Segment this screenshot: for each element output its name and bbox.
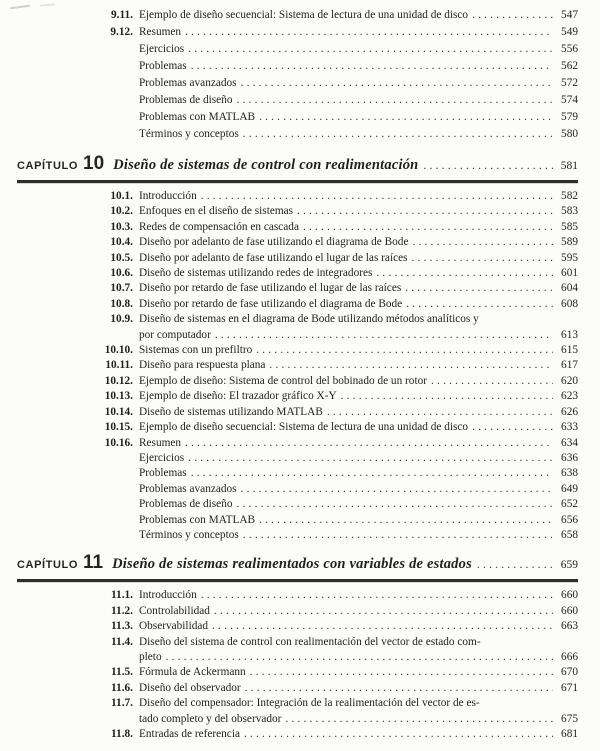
dot-leader [237, 92, 554, 109]
dot-leader [412, 235, 553, 250]
chapter-number: 11 [83, 552, 104, 574]
dot-leader [341, 389, 553, 404]
entry-title: Problemas [139, 467, 187, 480]
entry-number: 11.7. [111, 697, 133, 710]
dot-leader [166, 650, 553, 665]
toc-entry-row [97, 650, 578, 665]
chapter-heading-block [17, 154, 578, 183]
dot-leader [243, 528, 553, 543]
dot-leader [245, 681, 553, 696]
entry-page-number: 585 [561, 220, 578, 233]
entry-number: 10.4. [110, 236, 133, 249]
entry-title: Diseño por adelanto de fase utilizando el lugar de las raíces [139, 251, 408, 264]
entry-title: tado completo y del observador [139, 712, 282, 725]
entry-number: 10.1. [110, 190, 133, 202]
chapter-page-number: 659 [560, 559, 578, 572]
toc-entry-row [97, 24, 578, 41]
entry-title: Ejemplo de diseño: El trazador gráfico X-Y [139, 390, 337, 403]
entry-page-number: 572 [561, 77, 578, 89]
entry-title: Resumen [139, 26, 182, 38]
dot-leader [259, 513, 553, 528]
entry-title: Problemas con MATLAB [139, 513, 256, 526]
entry-list [97, 7, 578, 143]
entry-number: 10.10. [104, 344, 133, 357]
toc-entry-row [97, 343, 578, 358]
entry-title: Introducción [139, 589, 197, 602]
toc-entry-row [97, 75, 578, 92]
chapter-number: 10 [83, 153, 105, 174]
toc-entry-row [97, 712, 578, 727]
entry-number: 10.14. [104, 405, 133, 418]
entry-page-number: 666 [561, 650, 578, 663]
entry-list [97, 189, 578, 543]
entry-title: Fórmula de Ackermann [139, 666, 246, 679]
toc-entry-row [97, 727, 578, 742]
entry-number: 10.8. [110, 297, 133, 310]
dot-leader [244, 727, 553, 742]
dot-leader [256, 343, 553, 358]
entry-page-number: 638 [561, 467, 578, 480]
toc-entry-row [97, 41, 578, 58]
entry-page-number: 663 [561, 620, 578, 633]
entry-title: Problemas de diseño [139, 94, 233, 106]
entry-title: Términos y conceptos [139, 528, 239, 541]
dot-leader [431, 374, 553, 389]
entry-page-number: 549 [561, 26, 578, 38]
entry-title: Observabilidad [139, 620, 209, 633]
entry-number: 10.9. [110, 313, 133, 326]
entry-page-number: 649 [561, 482, 578, 495]
entry-number: 10.6. [110, 267, 133, 280]
dot-leader [406, 297, 553, 312]
entry-page-number: 562 [561, 60, 578, 72]
dot-leader [243, 126, 553, 143]
entry-title: Diseño del sistema de control con realimentación del vector de estado com- [139, 635, 481, 648]
dot-leader [185, 24, 553, 41]
entry-page-number: 608 [561, 297, 578, 310]
dot-leader [201, 189, 553, 204]
entry-number: 10.12. [104, 374, 133, 387]
entry-page-number: 613 [561, 328, 578, 341]
dot-leader [269, 358, 553, 373]
dot-leader [405, 281, 553, 296]
toc-entry-row [97, 528, 578, 543]
entry-title: Ejercicios [139, 451, 185, 464]
dot-leader [259, 109, 553, 126]
entry-title: Sistemas con un prefiltro [139, 344, 253, 357]
entry-number: 10.16. [104, 436, 133, 449]
toc-entry-row [97, 220, 578, 235]
toc-entry-row [97, 405, 578, 420]
entry-title: Diseño de sistemas utilizando redes de integradores [139, 267, 373, 280]
entry-title: Diseño del compensador: Integración de la realimentación del vector de es- [139, 697, 480, 710]
toc-entry-row [97, 696, 578, 711]
entry-title: Problemas de diseño [139, 498, 233, 511]
dot-leader [376, 266, 553, 281]
toc-entry-row [97, 297, 578, 312]
dot-leader [191, 466, 553, 481]
toc-entry-row [97, 312, 578, 327]
dot-leader [285, 712, 553, 727]
dot-leader [237, 497, 554, 512]
entry-page-number: 656 [561, 513, 578, 526]
entry-title: por computador [139, 328, 211, 341]
entry-list [97, 588, 578, 742]
entry-number: 10.13. [104, 390, 133, 403]
toc-entry-row [97, 189, 578, 204]
entry-title: Diseño por retardo de fase utilizando el diagrama de Bode [139, 297, 403, 310]
entry-title: Resumen [139, 436, 182, 449]
dot-leader [423, 156, 553, 176]
entry-page-number: 582 [561, 190, 578, 202]
entry-page-number: 660 [561, 589, 578, 602]
entry-page-number: 580 [561, 128, 578, 140]
chapter-label: CAPÍTULO [17, 160, 79, 172]
toc-entry-row [97, 92, 578, 109]
entry-page-number: 574 [561, 94, 578, 106]
dot-leader [250, 665, 553, 680]
entry-title: Diseño de sistemas utilizando MATLAB [139, 405, 323, 418]
dot-leader [477, 555, 553, 575]
entry-title: Problemas [139, 60, 187, 72]
toc-entry-row [97, 665, 578, 680]
entry-page-number: 583 [561, 205, 578, 218]
entry-page-number: 626 [561, 405, 578, 418]
chapter-heading-block [17, 553, 578, 582]
dot-leader [241, 75, 553, 92]
entry-page-number: 636 [561, 451, 578, 464]
entry-title: Enfoques en el diseño de sistemas [139, 205, 294, 218]
entry-number: 10.11. [105, 359, 133, 372]
dot-leader [201, 588, 553, 603]
entry-number: 10.5. [110, 251, 133, 264]
toc-entry-row [97, 389, 578, 404]
entry-title: Términos y conceptos [139, 128, 239, 140]
dot-leader [472, 7, 553, 24]
toc-entry-row [97, 266, 578, 281]
toc-entry-row [97, 513, 578, 528]
entry-title: Ejemplo de diseño secuencial: Sistema de lectura de una unidad de disco [139, 421, 469, 434]
entry-number: 10.15. [104, 421, 133, 434]
chapter-rule [17, 180, 578, 183]
entry-number: 11.8. [111, 728, 133, 740]
entry-number: 11.4. [111, 635, 133, 648]
entry-number: 10.7. [110, 282, 133, 295]
entry-page-number: 634 [561, 436, 578, 449]
entry-page-number: 620 [561, 374, 578, 387]
toc-entry-row [97, 619, 578, 634]
dot-leader [297, 204, 553, 219]
entry-title: pleto [139, 650, 162, 663]
toc-entry-row [97, 681, 578, 696]
chapter-page-number: 581 [560, 160, 578, 172]
toc-entry-row [97, 588, 578, 603]
toc-entry-row [97, 251, 578, 266]
toc-entry-row [97, 482, 578, 497]
entry-page-number: 660 [561, 604, 578, 617]
entry-number: 11.3. [111, 620, 133, 633]
chapter-label: CAPÍTULO [17, 559, 79, 572]
toc-entry-row [97, 466, 578, 481]
entry-title: Problemas avanzados [139, 482, 237, 495]
entry-page-number: 670 [561, 666, 578, 679]
entry-title: Entradas de referencia [139, 728, 240, 740]
entry-page-number: 556 [561, 43, 578, 55]
dot-leader [212, 619, 553, 634]
entry-page-number: 579 [561, 111, 578, 123]
dot-leader [188, 41, 553, 58]
dot-leader [327, 405, 553, 420]
toc-entry-row [97, 436, 578, 451]
dot-leader [191, 58, 553, 75]
entry-number: 9.11. [111, 9, 133, 21]
entry-title: Ejemplo de diseño secuencial: Sistema de lectura de una unidad de disco [139, 9, 469, 21]
entry-title: Controlabilidad [139, 604, 210, 617]
entry-page-number: 652 [561, 498, 578, 511]
toc-entry-row [97, 358, 578, 373]
entry-title: Diseño por retardo de fase utilizando el lugar de las raíces [139, 282, 402, 295]
entry-page-number: 675 [561, 712, 578, 725]
chapter-title: Diseño de sistemas de control con realimentación [113, 157, 419, 173]
toc-entry-row [97, 635, 578, 650]
chapter-heading [17, 154, 578, 176]
toc-entry-row [97, 420, 578, 435]
dot-leader [214, 604, 553, 619]
entry-page-number: 658 [561, 528, 578, 541]
toc-entry-row [97, 374, 578, 389]
entry-title: Ejercicios [139, 43, 185, 55]
toc-entry-row [97, 204, 578, 219]
toc-entry-row [97, 328, 578, 343]
toc-entry-row [97, 126, 578, 143]
entry-title: Diseño para respuesta plana [139, 359, 266, 372]
entry-page-number: 633 [561, 421, 578, 434]
chapter-rule [17, 579, 578, 582]
entry-title: Problemas avanzados [139, 77, 237, 89]
entry-page-number: 615 [561, 344, 578, 357]
entry-title: Redes de compensación en cascada [139, 220, 299, 233]
dot-leader [185, 436, 553, 451]
toc-entry-row [97, 58, 578, 75]
toc-entry-row [97, 497, 578, 512]
entry-number: 9.12. [110, 26, 133, 38]
toc-entry-row [97, 604, 578, 619]
entry-number: 10.2. [110, 205, 133, 218]
entry-number: 11.2. [111, 604, 133, 617]
toc-entry-row [97, 235, 578, 250]
entry-title: Ejemplo de diseño: Sistema de control del bobinado de un rotor [139, 374, 428, 387]
toc-entry-row [97, 109, 578, 126]
dot-leader [241, 482, 553, 497]
toc-entry-row [97, 281, 578, 296]
entry-title: Problemas con MATLAB [139, 111, 256, 123]
entry-page-number: 604 [561, 282, 578, 295]
dot-leader [188, 451, 553, 466]
entry-number: 11.6. [111, 681, 133, 694]
entry-page-number: 671 [561, 681, 578, 694]
entry-title: Diseño del observador [139, 681, 241, 694]
dot-leader [412, 251, 553, 266]
entry-page-number: 601 [561, 267, 578, 280]
toc-entry-row [97, 7, 578, 24]
entry-page-number: 681 [561, 728, 578, 740]
entry-title: Diseño de sistemas en el diagrama de Bode utilizando métodos analíticos y [139, 313, 479, 326]
entry-page-number: 617 [561, 359, 578, 372]
dot-leader [303, 220, 553, 235]
entry-number: 11.1. [111, 589, 133, 602]
entry-page-number: 623 [561, 390, 578, 403]
toc-entry-row [97, 451, 578, 466]
dot-leader [215, 328, 553, 343]
entry-page-number: 589 [561, 236, 578, 249]
entry-page-number: 547 [561, 9, 578, 21]
chapter-title: Diseño de sistemas realimentados con variables de estados [112, 556, 472, 573]
dot-leader [472, 420, 553, 435]
entry-title: Diseño por adelanto de fase utilizando el diagrama de Bode [139, 236, 409, 249]
entry-page-number: 595 [561, 251, 578, 264]
entry-title: Introducción [139, 190, 197, 202]
chapter-heading [17, 553, 578, 575]
entry-number: 10.3. [110, 220, 133, 233]
entry-number: 11.5. [111, 666, 133, 679]
